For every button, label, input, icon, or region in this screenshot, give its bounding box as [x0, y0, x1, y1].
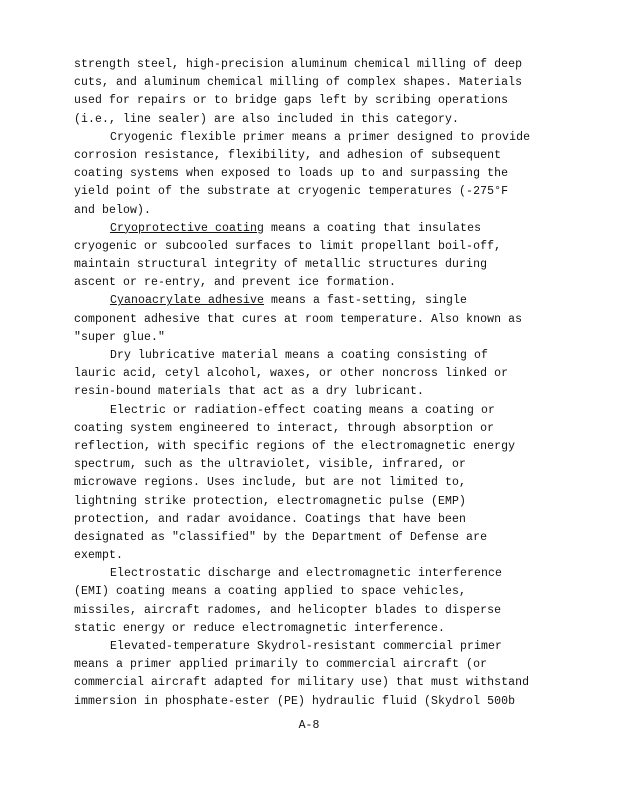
- text-line: [74, 547, 544, 565]
- line-text: exempt.: [74, 549, 124, 563]
- line-text: spectrum, such as the ultraviolet, visible, infrared, or: [74, 458, 467, 472]
- line-text: cryogenic or subcooled surfaces to limit propellant boil-off,: [74, 239, 502, 253]
- line-text: yield point of the substrate at cryogenic temperatures (-275°F: [74, 185, 509, 199]
- text-line: [74, 92, 544, 110]
- text-line: [74, 183, 544, 201]
- line-text: means a fast-setting, single: [264, 294, 468, 308]
- defined-term: Cyanoacrylate adhesive: [110, 294, 265, 308]
- line-text: lauric acid, cetyl alcohol, waxes, or other noncross linked or: [74, 367, 509, 381]
- text-line: [74, 383, 544, 401]
- line-text: Electrostatic discharge and electromagnetic interference: [110, 567, 503, 581]
- text-line: [74, 347, 544, 365]
- text-line: [74, 511, 544, 529]
- text-line: [74, 474, 544, 492]
- text-line: [74, 329, 544, 347]
- line-text: ascent or re-entry, and prevent ice formation.: [74, 276, 397, 290]
- line-text: missiles, aircraft radomes, and helicopter blades to disperse: [74, 603, 502, 617]
- text-line: [74, 529, 544, 547]
- defined-term: Cryoprotective coating: [110, 221, 265, 235]
- text-line: [74, 693, 544, 711]
- text-line: [74, 165, 544, 183]
- text-line: [74, 402, 544, 420]
- text-line: [74, 438, 544, 456]
- line-text: means a coating that insulates: [264, 221, 482, 235]
- text-line: [74, 656, 544, 674]
- text-line: [74, 583, 544, 601]
- text-line: [74, 674, 544, 692]
- line-text: Cryogenic flexible primer means a primer designed to provide: [110, 130, 531, 144]
- line-text: commercial aircraft adapted for military use) that must withstand: [74, 676, 530, 690]
- line-text: cuts, and aluminum chemical milling of complex shapes. Materials: [74, 76, 523, 90]
- text-line: [74, 638, 544, 656]
- line-text: reflection, with specific regions of the electromagnetic energy: [74, 439, 516, 453]
- text-line: [74, 620, 544, 638]
- line-text: "super glue.": [74, 330, 166, 344]
- text-line: [74, 74, 544, 92]
- text-line: [74, 220, 544, 238]
- text-line: [74, 311, 544, 329]
- text-line: [74, 292, 544, 310]
- text-line: [74, 493, 544, 511]
- line-text: maintain structural integrity of metallic structures during: [74, 258, 488, 272]
- text-line: [74, 129, 544, 147]
- text-line: [74, 565, 544, 583]
- text-line: [74, 274, 544, 292]
- line-text: designated as "classified" by the Department of Defense are: [74, 530, 488, 544]
- text-line: [74, 111, 544, 129]
- text-line: [74, 420, 544, 438]
- line-text: immersion in phosphate-ester (PE) hydraulic fluid (Skydrol 500b: [74, 694, 516, 708]
- line-text: strength steel, high-precision aluminum chemical milling of deep: [74, 58, 523, 71]
- line-text: resin-bound materials that act as a dry lubricant.: [74, 385, 425, 399]
- page-number: A-8: [298, 719, 320, 732]
- line-text: lightning strike protection, electromagnetic pulse (EMP): [74, 494, 467, 508]
- line-text: Elevated-temperature Skydrol-resistant commercial primer: [110, 640, 503, 653]
- body-text: [74, 56, 544, 711]
- text-line: [74, 202, 544, 220]
- line-text: coating system engineered to interact, through absorption or: [74, 421, 495, 435]
- text-line: [74, 56, 544, 74]
- line-text: microwave regions. Uses include, but are not limited to,: [74, 476, 467, 490]
- text-line: [74, 456, 544, 474]
- line-text: static energy or reduce electromagnetic interference.: [74, 621, 446, 635]
- line-text: (EMI) coating means a coating applied to space vehicles,: [74, 585, 467, 599]
- text-line: [74, 602, 544, 620]
- text-line: [74, 256, 544, 274]
- line-text: and below).: [74, 203, 152, 217]
- line-text: (i.e., line sealer) are also included in this category.: [74, 112, 460, 126]
- text-line: [74, 238, 544, 256]
- line-text: means a primer applied primarily to commercial aircraft (or: [74, 658, 488, 672]
- line-text: used for repairs or to bridge gaps left by scribing operations: [74, 94, 509, 108]
- line-text: component adhesive that cures at room temperature. Also known as: [74, 312, 523, 326]
- text-line: [74, 365, 544, 383]
- text-line: [74, 147, 544, 165]
- line-text: Electric or radiation-effect coating means a coating or: [110, 403, 496, 417]
- line-text: protection, and radar avoidance. Coatings that have been: [74, 512, 467, 526]
- line-text: corrosion resistance, flexibility, and adhesion of subsequent: [74, 148, 502, 162]
- line-text: coating systems when exposed to loads up to and surpassing the: [74, 167, 509, 181]
- line-text: Dry lubricative material means a coating consisting of: [110, 349, 489, 362]
